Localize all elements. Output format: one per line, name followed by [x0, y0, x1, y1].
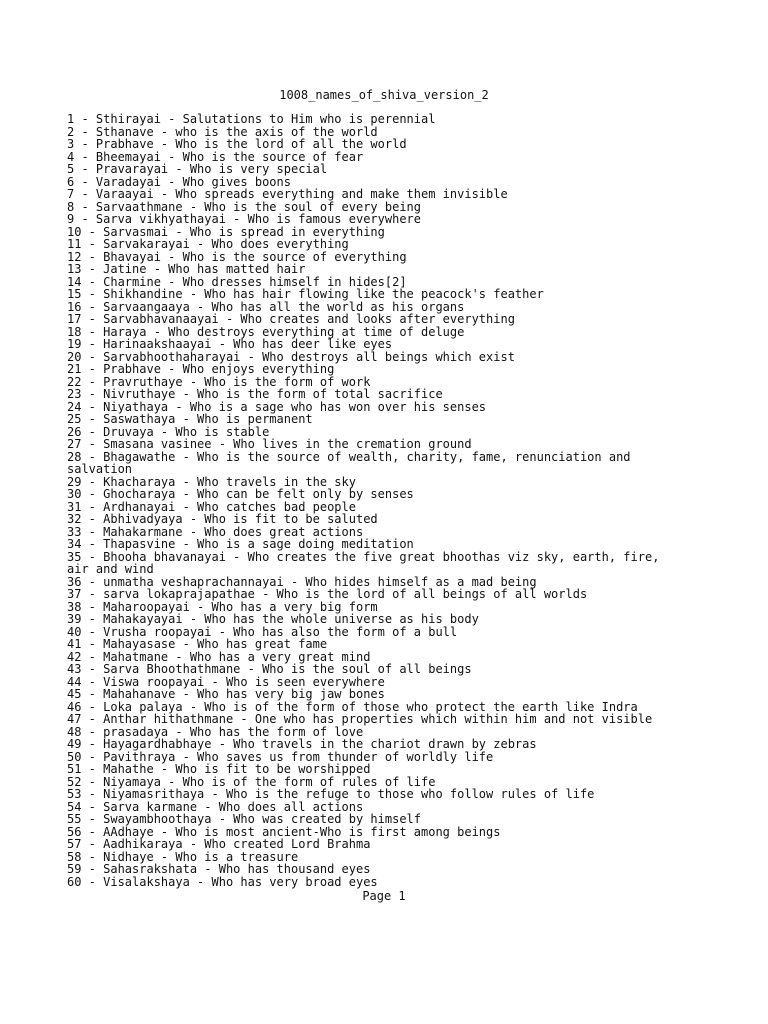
- list-line: 26 - Druvaya - Who is stable: [67, 424, 270, 439]
- list-line: 41 - Mahayasase - Who has great fame: [67, 637, 328, 651]
- list-line: 52 - Niyamaya - Who is of the form of rules of life: [67, 774, 436, 789]
- list-line: 40 - Vrusha roopayai - Who has also the form of a bull: [67, 624, 458, 639]
- list-line: 14 - Charmine - Who dresses himself in hides[2]: [67, 274, 407, 289]
- list-line: 43 - Sarva Bhoothathmane - Who is the soul of all beings: [67, 662, 472, 676]
- list-line: 50 - Pavithraya - Who saves us from thunder of worldly life: [67, 749, 494, 764]
- list-line: 54 - Sarva karmane - Who does all actions: [67, 799, 364, 814]
- page-number: Page 1: [362, 889, 406, 903]
- list-line: 58 - Nidhaye - Who is a treasure: [67, 849, 299, 864]
- list-line: 44 - Viswa roopayai - Who is seen everywhere: [67, 674, 385, 689]
- list-line: 51 - Mahathe - Who is fit to be worshipped: [67, 762, 371, 776]
- list-line: salvation: [67, 462, 133, 476]
- list-line: 55 - Swayambhoothaya - Who was created by himself: [67, 812, 422, 826]
- list-line: 57 - Aadhikaraya - Who created Lord Brahma: [67, 837, 371, 851]
- list-line: 12 - Bhavayai - Who is the source of everything: [67, 249, 407, 264]
- list-line: 53 - Niyamasrithaya - Who is the refuge to those who follow rules of life: [67, 787, 595, 801]
- list-line: 25 - Saswathaya - Who is permanent: [67, 412, 313, 426]
- list-line: 23 - Nivruthaye - Who is the form of total sacrifice: [67, 387, 443, 401]
- list-line: 24 - Niyathaya - Who is a sage who has won over his senses: [67, 399, 487, 414]
- list-line: 45 - Mahahanave - Who has very big jaw bones: [67, 687, 385, 701]
- list-line: 34 - Thapasvine - Who is a sage doing meditation: [67, 537, 414, 551]
- list-line: 11 - Sarvakarayai - Who does everything: [67, 237, 349, 251]
- list-line: 15 - Shikhandine - Who has hair flowing like the peacock's feather: [67, 287, 544, 301]
- list-line: 1 - Sthirayai - Salutations to Him who is perennial: [67, 112, 436, 126]
- list-line: 19 - Harinaakshaayai - Who has deer like eyes: [67, 337, 393, 351]
- list-line: 38 - Maharoopayai - Who has a very big form: [67, 599, 378, 614]
- list-line: 6 - Varadayai - Who gives boons: [67, 174, 291, 189]
- list-line: 10 - Sarvasmai - Who is spread in everything: [67, 224, 385, 239]
- list-line: 32 - Abhivadyaya - Who is fit to be saluted: [67, 512, 378, 526]
- list-line: 60 - Visalakshaya - Who has very broad eyes: [67, 874, 378, 889]
- list-line: 17 - Sarvabhavanaayai - Who creates and looks after everything: [67, 312, 515, 326]
- list-line: 35 - Bhooha bhavanayai - Who creates the five great bhoothas viz sky, earth, fire,: [67, 549, 660, 564]
- list-line: 46 - Loka palaya - Who is of the form of those who protect the earth like Indra: [67, 699, 638, 714]
- list-line: 29 - Khacharaya - Who travels in the sky: [67, 474, 356, 489]
- list-line: 31 - Ardhanayai - Who catches bad people: [67, 499, 356, 514]
- list-line: 4 - Bheemayai - Who is the source of fear: [67, 149, 364, 164]
- list-line: 47 - Anthar hithathmane - One who has properties which within him and not visible: [67, 712, 653, 726]
- list-line: 56 - AAdhaye - Who is most ancient-Who is first among beings: [67, 824, 501, 839]
- list-line: 36 - unmatha veshaprachannayai - Who hides himself as a mad being: [67, 574, 537, 589]
- list-line: 16 - Sarvaangaaya - Who has all the world as his organs: [67, 299, 465, 314]
- list-line: 18 - Haraya - Who destroys everything at time of deluge: [67, 324, 465, 339]
- document-title: 1008_names_of_shiva_version_2: [279, 88, 489, 102]
- list-line: 39 - Mahakayayai - Who has the whole universe as his body: [67, 612, 479, 626]
- list-line: 9 - Sarva vikhyathayai - Who is famous everywhere: [67, 212, 422, 226]
- names-list: [67, 113, 757, 888]
- list-line: air and wind: [67, 562, 154, 576]
- list-line: 5 - Pravarayai - Who is very special: [67, 162, 328, 176]
- list-line: 7 - Varaayai - Who spreads everything and make them invisible: [67, 187, 508, 201]
- list-line: 13 - Jatine - Who has matted hair: [67, 262, 306, 276]
- list-line: 21 - Prabhave - Who enjoys everything: [67, 362, 335, 376]
- list-line: 48 - prasadaya - Who has the form of love: [67, 724, 364, 739]
- list-line: 28 - Bhagawathe - Who is the source of wealth, charity, fame, renunciation and: [67, 449, 631, 464]
- list-line: 33 - Mahakarmane - Who does great actions: [67, 524, 364, 539]
- list-line: 2 - Sthanave - who is the axis of the world: [67, 124, 378, 139]
- list-line: 49 - Hayagardhabhaye - Who travels in the chariot drawn by zebras: [67, 737, 537, 751]
- list-line: 59 - Sahasrakshata - Who has thousand eyes: [67, 862, 371, 876]
- list-line: 8 - Sarvaathmane - Who is the soul of every being: [67, 199, 422, 214]
- list-line: 22 - Pravruthaye - Who is the form of work: [67, 374, 371, 389]
- list-line: 37 - sarva lokaprajapathae - Who is the lord of all beings of all worlds: [67, 587, 588, 601]
- list-line: 3 - Prabhave - Who is the lord of all the world: [67, 137, 407, 151]
- list-line: 30 - Ghocharaya - Who can be felt only by senses: [67, 487, 414, 501]
- list-line: 27 - Smasana vasinee - Who lives in the cremation ground: [67, 437, 472, 451]
- list-line: 20 - Sarvabhoothaharayai - Who destroys all beings which exist: [67, 349, 515, 364]
- list-line: 42 - Mahatmane - Who has a very great mind: [67, 649, 371, 664]
